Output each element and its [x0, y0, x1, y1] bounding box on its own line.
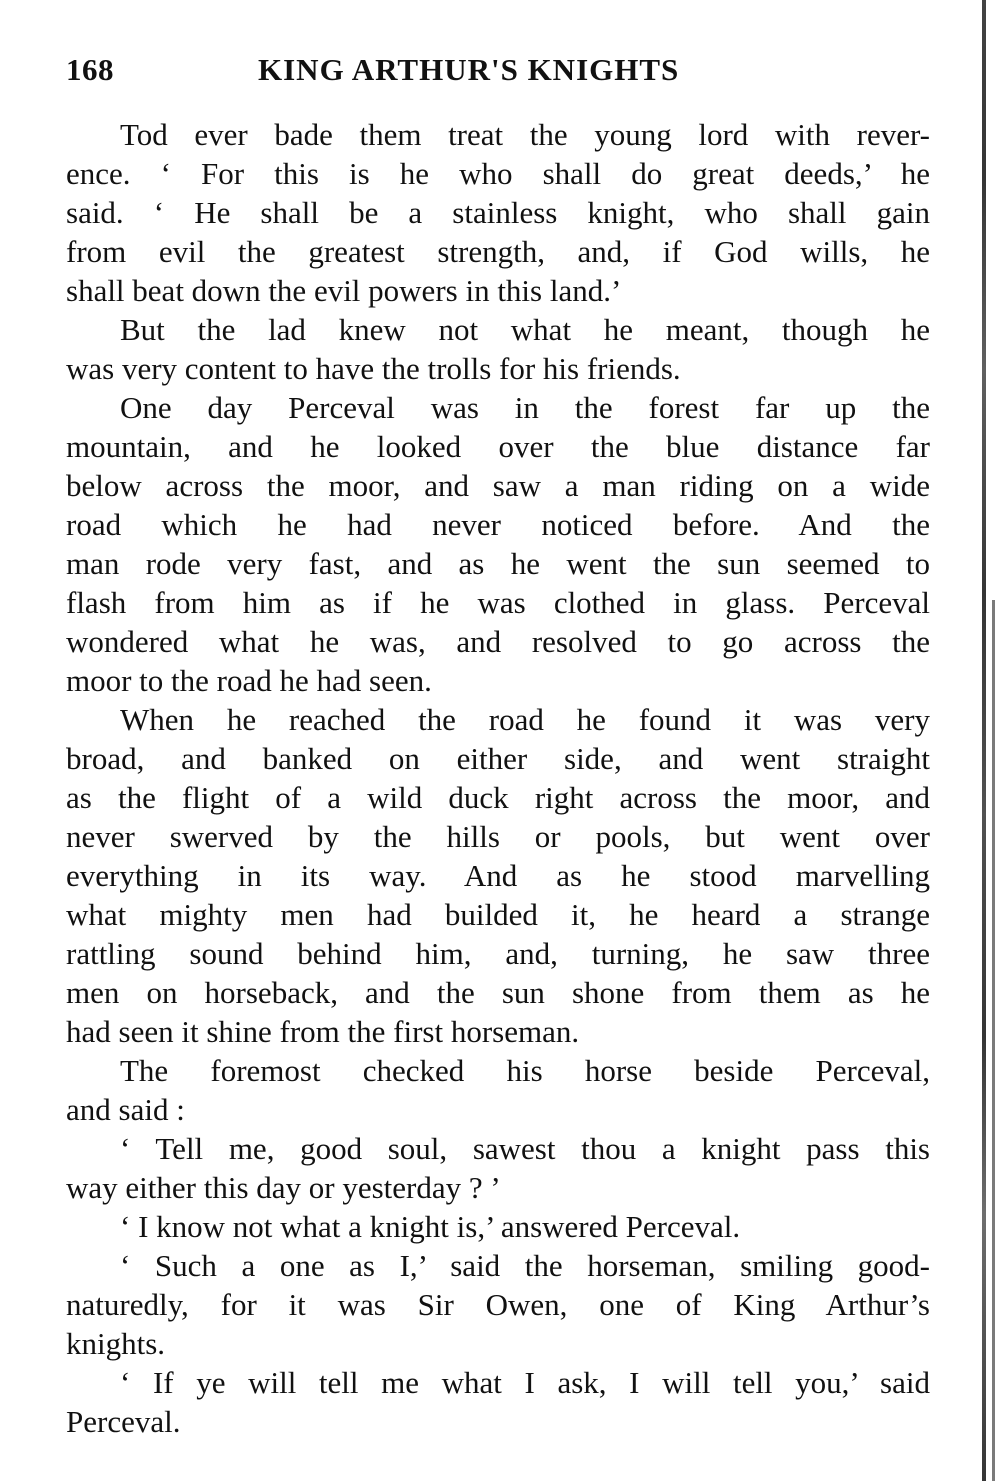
text-line: Tod ever bade them treat the young lord with rever-: [120, 117, 930, 152]
text-line: mountain, and he looked over the blue distance far: [66, 429, 930, 464]
text-line: ence. ‘ For this is he who shall do great deeds,’ he: [66, 156, 930, 191]
body-text: [66, 115, 930, 1441]
binding-edge-shadow: [992, 600, 995, 1481]
text-line: wondered what he was, and resolved to go across the: [66, 624, 930, 659]
page-header: [66, 52, 936, 98]
text-line: shall beat down the evil powers in this land.’: [66, 273, 622, 308]
text-line: moor to the road he had seen.: [66, 663, 432, 698]
running-title: KING ARTHUR'S KNIGHTS: [258, 52, 680, 87]
text-line: flash from him as if he was clothed in glass. Perceval: [66, 585, 930, 620]
text-line: had seen it shine from the first horseman.: [66, 1014, 580, 1049]
text-line: ‘ I know not what a knight is,’ answered Perceval.: [120, 1209, 741, 1244]
text-line: road which he had never noticed before. And the: [66, 507, 930, 542]
text-line: But the lad knew not what he meant, though he: [120, 312, 930, 347]
text-line: naturedly, for it was Sir Owen, one of King Arthur’s: [66, 1287, 930, 1322]
text-line: from evil the greatest strength, and, if God wills, he: [66, 234, 930, 269]
text-line: The foremost checked his horse beside Perceval,: [120, 1053, 930, 1088]
text-line: as the flight of a wild duck right across the moor, and: [66, 780, 930, 815]
text-line: rattling sound behind him, and, turning, he saw three: [66, 936, 930, 971]
text-line: said. ‘ He shall be a stainless knight, who shall gain: [66, 195, 930, 230]
text-line: everything in its way. And as he stood marvelling: [66, 858, 930, 893]
text-line: was very content to have the trolls for his friends.: [66, 351, 681, 386]
text-line: below across the moor, and saw a man riding on a wide: [66, 468, 930, 503]
text-line: knights.: [66, 1326, 166, 1361]
text-line: men on horseback, and the sun shone from them as he: [66, 975, 930, 1010]
text-line: never swerved by the hills or pools, but went over: [66, 819, 930, 854]
binding-edge: [982, 0, 986, 1481]
page-number: 168: [66, 52, 114, 87]
text-line: ‘ Tell me, good soul, sawest thou a knight pass this: [120, 1131, 930, 1166]
text-line: and said :: [66, 1092, 185, 1127]
text-line: what mighty men had builded it, he heard a strange: [66, 897, 930, 932]
text-line: ‘ Such a one as I,’ said the horseman, smiling good-: [120, 1248, 930, 1283]
text-line: One day Perceval was in the forest far up the: [120, 390, 930, 425]
text-line: way either this day or yesterday ? ’: [66, 1170, 501, 1205]
text-line: ‘ If ye will tell me what I ask, I will tell you,’ said: [120, 1365, 930, 1400]
text-line: broad, and banked on either side, and went straight: [66, 741, 930, 776]
text-line: man rode very fast, and as he went the sun seemed to: [66, 546, 930, 581]
text-line: Perceval.: [66, 1404, 181, 1439]
text-line: When he reached the road he found it was very: [120, 702, 930, 737]
